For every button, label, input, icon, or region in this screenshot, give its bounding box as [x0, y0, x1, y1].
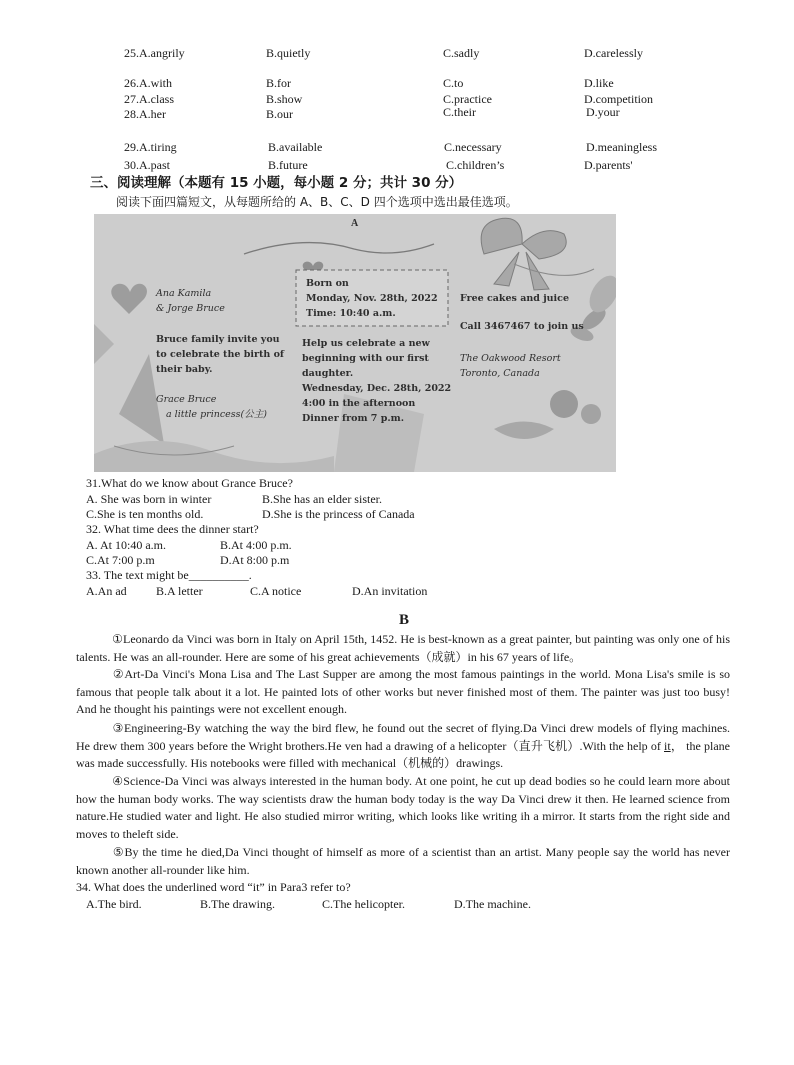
q33-stem: 33. The text might be__________.	[86, 568, 252, 582]
option-29c: C.necessary	[444, 140, 502, 154]
para-1-text: ①Leonardo da Vinci was born in Italy on April 15th, 1452. He is best-known as a great painter, but painting was only one of his talents. He was an all-rounder. Here are some of his great achievements（成就）in his 67 years of life。	[76, 632, 730, 664]
dinner-time: Dinner from 7 p.m.	[302, 413, 405, 424]
option-30c: C.children’s	[446, 158, 505, 172]
q33-option-d: D.An invitation	[352, 584, 428, 598]
born-on-label: Born on	[306, 278, 349, 289]
option-27d: D.competition	[584, 92, 653, 106]
passage-b-para-4	[76, 773, 730, 844]
invite-line-2: to celebrate the birth of	[156, 349, 284, 360]
q32-option-d: D.At 8:00 p.m	[220, 553, 290, 567]
option-28d: D.your	[586, 105, 620, 119]
passage-b-para-3	[76, 720, 730, 773]
underlined-it: it	[664, 738, 671, 753]
invite-line-3: their baby.	[156, 364, 213, 375]
q31-stem: 31.What do we know about Grance Bruce?	[86, 476, 293, 490]
option-25b: B.quietly	[266, 46, 311, 60]
q34-option-b: B.The drawing.	[200, 897, 275, 911]
option-28a: 28.A.her	[124, 107, 166, 121]
section-instruction: 阅读下面四篇短文，从每题所给的 A、B、C、D 四个选项中选出最佳选项。	[116, 195, 518, 209]
fruit-shape	[550, 390, 578, 418]
born-on-time: Time: 10:40 a.m.	[306, 308, 396, 319]
para-3-text-a: ③Engineering-By watching the way the bird flew, he found out the secret of flying.Da Vinci drew models of flying machines. He drew them 300 years before the Wright brothers.He ven had a drawing of a helicopter（直升飞机）.With the help of	[76, 721, 730, 753]
party-time: 4:00 in the afternoon	[302, 398, 416, 409]
option-25a: 25.A.angrily	[124, 46, 185, 60]
q31-option-a: A. She was born in winter	[86, 492, 212, 506]
help-line-1: Help us celebrate a new	[302, 338, 430, 349]
option-26d: D.like	[584, 76, 614, 90]
option-28b: B.our	[266, 107, 293, 121]
q32-option-b: B.At 4:00 p.m.	[220, 538, 292, 552]
option-27b: B.show	[266, 92, 303, 106]
baby-name: Grace Bruce	[156, 394, 217, 405]
para-2-text: ②Art-Da Vinci's Mona Lisa and The Last Supper are among the most famous paintings in the world. Mona Lisa's smile is so famous that people talk about it a lot. He painted lots of other works but never finished most of them. The painter was just too busy! And he thought his paintings were not excellent enough.	[76, 667, 730, 717]
option-28c: C.their	[443, 105, 476, 119]
call-number: Call 3467467 to join us	[460, 321, 584, 332]
option-30d: D.parents'	[584, 158, 633, 172]
q32-stem: 32. What time dees the dinner start?	[86, 522, 259, 536]
option-30a: 30.A.past	[124, 158, 170, 172]
option-29b: B.available	[268, 140, 323, 154]
q32-option-a: A. At 10:40 a.m.	[86, 538, 166, 552]
q31-option-c: C.She is ten months old.	[86, 507, 204, 521]
q34-option-a: A.The bird.	[86, 897, 142, 911]
born-on-date: Monday, Nov. 28th, 2022	[306, 293, 438, 304]
card-label: A	[351, 218, 359, 229]
option-26c: C.to	[443, 76, 464, 90]
option-26a: 26.A.with	[124, 76, 172, 90]
para-4-text: ④Science-Da Vinci was always interested in the human body. At one point, he cut up dead bodies so he could learn more about how the human body works. The way scientists draw the human body today is the way Da Vinci drew it then. He learned science from nature.He studied water and light. He also studied mirror writing, which looks like writing ih a mirror. It starts from the right side and moves to theleft side.	[76, 774, 730, 842]
q31-option-b: B.She has an elder sister.	[262, 492, 382, 506]
help-line-2: beginning with our first	[302, 353, 429, 364]
para-5-text: ⑤By the time he died,Da Vinci thought of himself as more of a scientist than an artist. Many people say the world has never known another all-rounder like him.	[76, 845, 730, 877]
q33-option-b: B.A letter	[156, 584, 203, 598]
baby-title: a little princess(公主)	[166, 409, 267, 420]
invitation-card-image	[94, 214, 616, 472]
para-3-text-b: ， the plane was made successfully. His notebooks were filled with mechanical（机械的）drawings.	[76, 738, 730, 771]
option-30b: B.future	[268, 158, 308, 172]
free-food: Free cakes and juice	[460, 293, 569, 304]
party-date: Wednesday, Dec. 28th, 2022	[302, 383, 452, 394]
section-heading: 三、阅读理解（本题有 15 小题，每小题 2 分；共计 30 分）	[90, 175, 463, 191]
q33-option-c: C.A notice	[250, 584, 302, 598]
option-29d: D.meaningless	[586, 140, 657, 154]
option-27c: C.practice	[443, 92, 492, 106]
option-29a: 29.A.tiring	[124, 140, 177, 154]
q34-option-c: C.The helicopter.	[322, 897, 405, 911]
venue-city: Toronto, Canada	[460, 368, 540, 379]
help-line-3: daughter.	[302, 368, 354, 379]
parents-name-2: & Jorge Bruce	[156, 303, 225, 314]
parents-name-1: Ana Kamila	[156, 288, 212, 299]
passage-b-title: B	[399, 612, 410, 628]
passage-b-para-1	[76, 631, 730, 666]
option-26b: B.for	[266, 76, 291, 90]
q32-option-c: C.At 7:00 p.m	[86, 553, 155, 567]
invite-line-1: Bruce family invite you	[156, 334, 280, 345]
venue-name: The Oakwood Resort	[460, 353, 561, 364]
option-25d: D.carelessly	[584, 46, 643, 60]
q34-stem: 34. What does the underlined word “it” in Para3 refer to?	[76, 880, 351, 894]
q34-option-d: D.The machine.	[454, 897, 531, 911]
option-27a: 27.A.class	[124, 92, 174, 106]
passage-b-para-2	[76, 666, 730, 719]
q31-option-d: D.She is the princess of Canada	[262, 507, 415, 521]
passage-b-para-5	[76, 844, 730, 879]
q33-option-a: A.An ad	[86, 584, 127, 598]
option-25c: C.sadly	[443, 46, 480, 60]
